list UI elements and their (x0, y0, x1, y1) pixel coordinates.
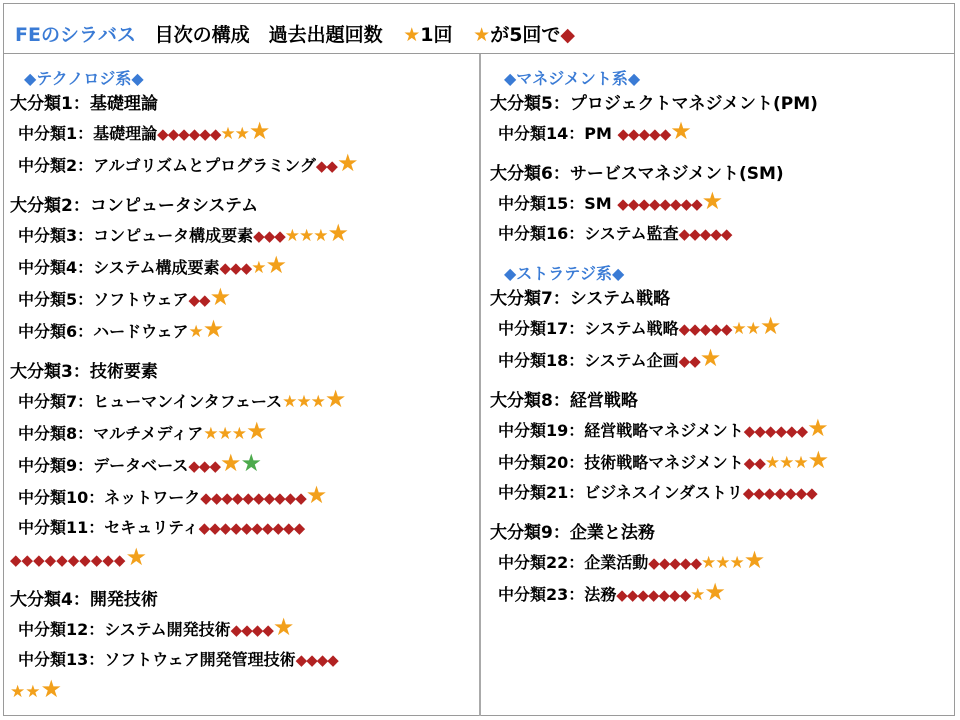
diamond-icon: ◆ (316, 651, 328, 669)
diamond-icon: ◆ (617, 195, 628, 213)
minor-label: 中分類12：システム開発技術 (18, 620, 231, 639)
frequency-marks (253, 219, 349, 247)
star-icon: ★ (759, 312, 781, 340)
minor-item (10, 481, 475, 513)
frequency-marks-continued (10, 675, 475, 707)
diamond-icon: ◆ (209, 125, 221, 143)
diamond-icon: ◆ (274, 489, 285, 507)
major-section (10, 193, 475, 347)
diamond-icon: ◆ (659, 195, 671, 213)
minor-label: 中分類11：セキュリティ (18, 518, 199, 537)
diamond-icon: ◆ (678, 225, 690, 243)
title-main: 目次の構成 過去出題回数 (154, 24, 383, 46)
diamond-icon: ◆ (188, 291, 200, 309)
star-icon: ★ (729, 553, 744, 573)
diamond-icon: ◆ (231, 489, 243, 507)
diamond-icon: ◆ (648, 554, 659, 572)
minor-label: 中分類8：マルチメディア (18, 424, 204, 443)
star-icon: ★ (219, 449, 241, 477)
minor-item (10, 219, 475, 251)
diamond-icon: ◆ (659, 125, 671, 143)
diamond-icon: ◆ (689, 352, 700, 370)
diamond-icon: ◆ (56, 551, 68, 569)
diamond-icon: ◆ (627, 195, 639, 213)
diamond-icon: ◆ (263, 489, 275, 507)
star-icon: ★ (704, 578, 725, 606)
minor-item (10, 385, 475, 417)
category-management: ◆マネジメント系◆ (504, 69, 641, 88)
star-icon: ★ (299, 226, 314, 246)
minor-label: 中分類22：企業活動 (498, 553, 649, 572)
star-icon: ★ (764, 453, 780, 473)
frequency-marks (199, 518, 304, 537)
star-icon: ★ (296, 392, 311, 412)
star-icon: ★ (715, 553, 730, 573)
diamond-icon: ◆ (251, 519, 262, 537)
frequency-marks (282, 385, 346, 413)
minor-label: 中分類15：SM (498, 194, 618, 213)
diamond-icon: ◆ (157, 125, 168, 143)
diamond-icon: ◆ (295, 651, 307, 669)
diamond-icon: ◆ (626, 586, 638, 604)
frequency-marks (648, 546, 765, 574)
star-icon: ★ (327, 219, 349, 247)
star-icon: ★ (745, 319, 760, 339)
frequency-marks (679, 224, 732, 243)
star-icon: ★ (234, 124, 249, 144)
diamond-icon: ◆ (754, 454, 765, 472)
diamond-icon: ◆ (200, 489, 211, 507)
frequency-marks (743, 483, 817, 502)
minor-item (490, 117, 952, 149)
star-icon: ★ (25, 682, 41, 702)
diamond-icon: ◆ (720, 320, 732, 338)
frequency-marks (219, 251, 286, 279)
star-icon: ★ (670, 117, 691, 145)
minor-label: 中分類14：PM (498, 124, 618, 143)
diamond-icon: ◆ (102, 551, 114, 569)
diamond-icon: ◆ (230, 621, 242, 639)
diamond-icon: ◆ (199, 291, 210, 309)
diamond-icon: ◆ (253, 489, 264, 507)
diamond-icon: ◆ (678, 320, 690, 338)
diamond-icon: ◆ (764, 422, 776, 440)
minor-label: 中分類4：システム構成要素 (18, 258, 220, 277)
diamond-icon: ◆ (658, 554, 670, 572)
minor-label: 中分類16：システム監査 (498, 224, 679, 243)
diamond-icon: ◆ (263, 227, 275, 245)
technology-groups (10, 91, 475, 707)
diamond-icon: ◆ (199, 125, 210, 143)
star-icon: ★ (245, 417, 267, 445)
strategy-groups (490, 286, 952, 610)
minor-item (10, 417, 475, 449)
frequency-marks-continued (10, 543, 475, 575)
diamond-icon: ◆ (637, 586, 648, 604)
diamond-icon: ◆ (806, 484, 817, 502)
minor-label: 中分類1：基礎理論 (18, 124, 158, 143)
diamond-icon: ◆ (658, 586, 670, 604)
diamond-icon: ◆ (678, 352, 690, 370)
diamond-icon: ◆ (240, 519, 252, 537)
diamond-icon: ◆ (763, 484, 775, 502)
minor-item (490, 414, 952, 446)
diamond-icon: ◆ (669, 554, 680, 572)
frequency-marks (188, 315, 224, 343)
star-icon: ★ (202, 315, 224, 343)
diamond-icon: ◆ (209, 519, 220, 537)
diamond-icon: ◆ (210, 489, 222, 507)
star-icon: ★ (220, 124, 235, 144)
diamond-icon: ◆ (262, 621, 273, 639)
star-icon: ★ (282, 392, 297, 412)
minor-item (10, 513, 475, 543)
major-heading: 大分類4：開発技術 (10, 590, 158, 610)
minor-item (490, 312, 952, 344)
diamond-icon: ◆ (689, 320, 700, 338)
major-section (490, 91, 952, 149)
diamond-icon: ◆ (251, 621, 263, 639)
diamond-icon: ◆ (219, 259, 231, 277)
green-star-icon: ★ (240, 449, 262, 477)
diamond-icon: ◆ (742, 484, 754, 502)
major-section (490, 388, 952, 508)
diamond-icon: ◆ (616, 586, 627, 604)
diamond-icon: ◆ (670, 195, 681, 213)
management-groups (490, 91, 952, 249)
star-icon: ★ (699, 344, 721, 372)
title-bar (3, 3, 955, 54)
diamond-icon: ◆ (240, 259, 252, 277)
diamond-icon: ◆ (219, 519, 231, 537)
frequency-marks (200, 481, 327, 509)
diamond-icon: ◆ (326, 157, 337, 175)
diamond-icon: ◆ (753, 484, 764, 502)
diamond-icon: ◆ (261, 519, 273, 537)
minor-label: 中分類10：ネットワーク (18, 488, 201, 507)
diamond-icon: ◆ (167, 125, 179, 143)
star-icon: ★ (701, 187, 723, 215)
diamond-icon: ◆ (699, 320, 711, 338)
diamond-icon: ◆ (649, 125, 660, 143)
star-icon: ★ (265, 251, 286, 279)
diamond-icon: ◆ (253, 227, 264, 245)
star-icon: ★ (125, 543, 147, 571)
minor-label: 中分類5：ソフトウェア (18, 290, 189, 309)
minor-label: 中分類19：経営戦略マネジメント (498, 421, 744, 440)
diamond-icon: ◆ (198, 457, 210, 475)
diamond-icon: ◆ (560, 24, 576, 46)
star-icon: ★ (743, 546, 765, 574)
frequency-marks (188, 283, 231, 311)
star-icon: ★ (310, 392, 325, 412)
star-icon: ★ (403, 24, 421, 46)
category-technology: ◆テクノロジ系◆ (24, 69, 144, 88)
diamond-icon: ◆ (188, 457, 199, 475)
diamond-icon: ◆ (306, 651, 317, 669)
minor-item (10, 449, 475, 481)
diamond-icon: ◆ (21, 551, 34, 569)
frequency-marks (203, 417, 267, 445)
diamond-icon: ◆ (67, 551, 80, 569)
minor-label: 中分類23：法務 (498, 585, 617, 604)
diamond-icon: ◆ (648, 195, 660, 213)
major-section (10, 91, 475, 181)
major-heading: 大分類9：企業と法務 (490, 523, 655, 543)
star-icon: ★ (203, 424, 218, 444)
diamond-icon: ◆ (274, 227, 285, 245)
star-icon: ★ (231, 424, 246, 444)
frequency-marks (743, 446, 829, 474)
title-legend-five: が5回で (490, 24, 561, 46)
diamond-icon: ◆ (691, 195, 702, 213)
star-icon: ★ (209, 283, 231, 311)
diamond-icon: ◆ (743, 422, 755, 440)
minor-item (10, 149, 475, 181)
diamond-icon: ◆ (327, 651, 338, 669)
diamond-icon: ◆ (198, 519, 210, 537)
diamond-icon: ◆ (315, 157, 327, 175)
star-icon: ★ (272, 613, 294, 641)
frequency-marks (296, 650, 338, 669)
diamond-icon: ◆ (689, 225, 700, 243)
diamond-icon: ◆ (44, 551, 57, 569)
diamond-icon: ◆ (221, 489, 232, 507)
diamond-icon: ◆ (638, 195, 649, 213)
star-icon: ★ (188, 322, 203, 342)
star-icon: ★ (473, 24, 491, 46)
diamond-icon: ◆ (710, 225, 721, 243)
diamond-icon: ◆ (188, 125, 200, 143)
minor-label: 中分類7：ヒューマンインタフェース (18, 392, 283, 411)
diamond-icon: ◆ (638, 125, 650, 143)
minor-label: 中分類13：ソフトウェア開発管理技術 (18, 650, 296, 669)
minor-item (10, 283, 475, 315)
diamond-icon: ◆ (283, 519, 294, 537)
diamond-icon: ◆ (785, 484, 796, 502)
minor-item (10, 315, 475, 347)
frequency-marks (157, 117, 270, 145)
star-icon: ★ (248, 117, 270, 145)
diamond-icon: ◆ (795, 484, 807, 502)
frequency-marks (678, 344, 721, 372)
diamond-icon: ◆ (679, 554, 691, 572)
left-column (10, 54, 475, 707)
major-section (490, 286, 952, 376)
minor-label: 中分類17：システム戦略 (498, 319, 679, 338)
diamond-icon: ◆ (230, 519, 241, 537)
minor-item (10, 251, 475, 283)
minor-label: 中分類21：ビジネスインダストリ (498, 483, 743, 502)
star-icon: ★ (284, 226, 300, 246)
star-icon: ★ (793, 453, 808, 473)
star-icon: ★ (313, 226, 328, 246)
minor-label: 中分類18：システム企画 (498, 351, 679, 370)
diamond-icon: ◆ (284, 489, 296, 507)
minor-label: 中分類2：アルゴリズムとプログラミング (18, 156, 316, 175)
title-legend-one: 1回 (420, 24, 453, 46)
minor-label: 中分類9：データベース (18, 456, 189, 475)
star-icon: ★ (779, 453, 794, 473)
star-icon: ★ (336, 149, 358, 177)
frequency-marks (743, 414, 828, 442)
diamond-icon: ◆ (775, 422, 786, 440)
minor-item (490, 187, 952, 219)
diamond-icon: ◆ (113, 551, 126, 569)
diamond-icon: ◆ (178, 125, 189, 143)
minor-item (490, 344, 952, 376)
minor-label: 中分類3：コンピュータ構成要素 (18, 226, 254, 245)
minor-item (490, 478, 952, 508)
diamond-icon: ◆ (79, 551, 91, 569)
column-divider (479, 54, 481, 716)
major-heading: 大分類7：システム戦略 (490, 289, 671, 309)
frequency-marks (617, 117, 691, 145)
diamond-icon: ◆ (10, 551, 22, 569)
minor-item (10, 645, 475, 675)
minor-item (490, 578, 952, 610)
major-section (490, 161, 952, 249)
diamond-icon: ◆ (743, 454, 755, 472)
star-icon: ★ (217, 424, 232, 444)
diamond-icon: ◆ (241, 621, 252, 639)
star-icon: ★ (690, 585, 705, 605)
star-icon: ★ (251, 258, 266, 278)
diamond-icon: ◆ (796, 422, 808, 440)
minor-label: 中分類6：ハードウェア (18, 322, 189, 341)
frequency-marks (230, 613, 294, 641)
diamond-icon: ◆ (230, 259, 241, 277)
minor-item (10, 613, 475, 645)
star-icon: ★ (10, 682, 26, 702)
star-icon: ★ (305, 481, 327, 509)
star-icon: ★ (731, 319, 746, 339)
page-title (15, 20, 575, 47)
major-heading: 大分類6：サービスマネジメント(SM) (490, 164, 784, 184)
major-section (10, 359, 475, 575)
frequency-marks (616, 578, 725, 606)
diamond-icon: ◆ (785, 422, 797, 440)
major-heading: 大分類8：経営戦略 (490, 391, 638, 411)
diamond-icon: ◆ (699, 225, 711, 243)
diamond-icon: ◆ (647, 586, 659, 604)
minor-item (490, 219, 952, 249)
diamond-icon: ◆ (680, 195, 692, 213)
minor-item (490, 446, 952, 478)
frequency-marks (617, 187, 723, 215)
major-heading: 大分類3：技術要素 (10, 362, 158, 382)
diamond-icon: ◆ (679, 586, 691, 604)
major-heading: 大分類2：コンピュータシステム (10, 196, 259, 216)
diamond-icon: ◆ (617, 125, 629, 143)
diamond-icon: ◆ (720, 225, 732, 243)
diamond-icon: ◆ (669, 586, 680, 604)
minor-item (490, 546, 952, 578)
frequency-marks (678, 312, 781, 340)
right-column (490, 54, 952, 610)
frequency-marks (188, 449, 262, 477)
star-icon: ★ (807, 414, 828, 442)
star-icon: ★ (40, 675, 63, 703)
diamond-icon: ◆ (242, 489, 254, 507)
diamond-icon: ◆ (774, 484, 786, 502)
minor-label: 中分類20：技術戦略マネジメント (498, 453, 744, 472)
star-icon: ★ (324, 385, 346, 413)
diamond-icon: ◆ (710, 320, 721, 338)
star-icon: ★ (701, 553, 716, 573)
diamond-icon: ◆ (33, 551, 45, 569)
diamond-icon: ◆ (295, 489, 306, 507)
major-section (490, 520, 952, 610)
major-heading: 大分類5：プロジェクトマネジメント(PM) (490, 94, 818, 114)
diamond-icon: ◆ (272, 519, 284, 537)
major-section (10, 587, 475, 707)
frequency-marks (315, 149, 358, 177)
diamond-icon: ◆ (628, 125, 639, 143)
diamond-icon: ◆ (754, 422, 765, 440)
diamond-icon: ◆ (90, 551, 103, 569)
diamond-icon: ◆ (690, 554, 702, 572)
minor-item (10, 117, 475, 149)
category-strategy: ◆ストラテジ系◆ (504, 264, 625, 283)
major-heading: 大分類1：基礎理論 (10, 94, 158, 114)
diamond-icon: ◆ (209, 457, 220, 475)
star-icon: ★ (807, 446, 829, 474)
diamond-icon: ◆ (293, 519, 305, 537)
title-fe: FEのシラバス (15, 24, 136, 46)
